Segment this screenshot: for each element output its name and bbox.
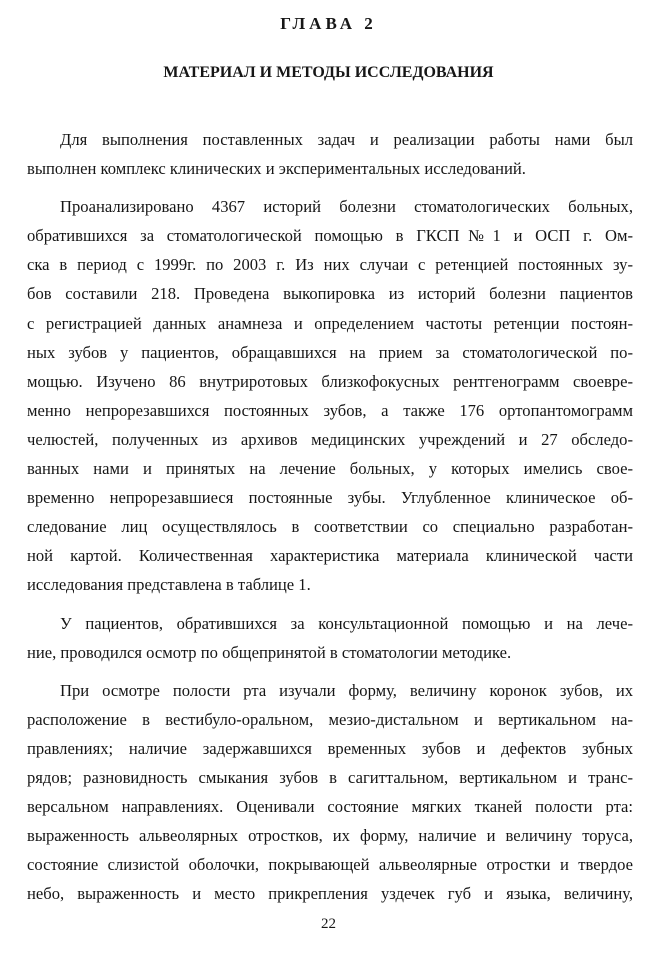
text-line: следование лиц осуществлялось в соответствии со специально разработан- xyxy=(27,517,633,537)
text-line: челюстей, полученных из архивов медицинских учреждений и 27 обследо- xyxy=(27,429,633,449)
paragraph xyxy=(27,676,633,909)
text-line: расположение в вестибуло-оральном, мезио-дистальном и вертикальном на- xyxy=(27,709,633,729)
text-line: ных зубов у пациентов, обращавшихся на прием за стоматологической по- xyxy=(27,342,633,362)
text-line: У пациентов, обратившихся за консультационной помощью и на лече- xyxy=(60,613,633,633)
paragraph xyxy=(27,609,633,667)
text-line: версальном направлениях. Оценивали состояние мягких тканей полости рта: xyxy=(27,797,633,817)
text-line: обратившихся за стоматологической помощью в ГКСП№1 и ОСП г. Ом- xyxy=(27,226,633,246)
text-line: выполнен комплекс клинических и экспериментальных исследований. xyxy=(27,159,526,179)
text-line: ние, проводился осмотр по общепринятой в стоматологии методике. xyxy=(27,642,512,662)
text-line: выраженность альвеолярных отростков, их форму, наличие и величину торуса, xyxy=(27,826,633,846)
text-line: исследования представлена в таблице 1. xyxy=(27,575,311,595)
text-line: рядов; разновидность смыкания зубов в сагиттальном, вертикальном и транс- xyxy=(27,767,633,787)
text-line: бов составили 218. Проведена выкопировка из историй болезни пациентов xyxy=(27,284,633,304)
text-line: состояние слизистой оболочки, покрывающей альвеолярные отростки и твердое xyxy=(27,855,633,875)
body-text xyxy=(27,125,633,908)
paragraph xyxy=(27,125,633,183)
page-number: 22 xyxy=(321,916,336,932)
text-line: Для выполнения поставленных задач и реализации работы нами был xyxy=(60,130,633,149)
text-line: временно непрорезавшиеся постоянные зубы. Углубленное клиническое об- xyxy=(27,488,633,508)
text-line: ска в период с 1999г. по 2003 г. Из них случаи с ретенцией постоянных зу- xyxy=(27,255,633,275)
text-line: мощью. Изучено 86 внутриротовых близкофокусных рентгенограмм своевре- xyxy=(27,371,633,391)
text-line: Проанализировано 4367 историй болезни стоматологических больных, xyxy=(60,197,633,217)
text-line: При осмотре полости рта изучали форму, величину коронок зубов, их xyxy=(60,680,633,700)
text-line: ванных нами и принятых на лечение больных, у которых имелись свое- xyxy=(27,459,633,479)
text-line: ной картой. Количественная характеристика материала клинической части xyxy=(27,546,633,566)
text-line: правлениях; наличие задержавшихся временных зубов и дефектов зубных xyxy=(27,738,633,758)
chapter-title: МАТЕРИАЛ И МЕТОДЫ ИССЛЕДОВАНИЯ xyxy=(163,64,494,81)
text-line: менно непрорезавшихся постоянных зубов, а также 176 ортопантомограмм xyxy=(27,400,633,420)
text-line: с регистрацией данных анамнеза и определением частоты ретенции постоян- xyxy=(27,313,633,333)
chapter-heading: ГЛАВА 2 xyxy=(280,14,377,33)
paragraph xyxy=(27,192,633,599)
text-line: небо, выраженность и место прикрепления уздечек губ и языка, величину, xyxy=(27,884,633,904)
